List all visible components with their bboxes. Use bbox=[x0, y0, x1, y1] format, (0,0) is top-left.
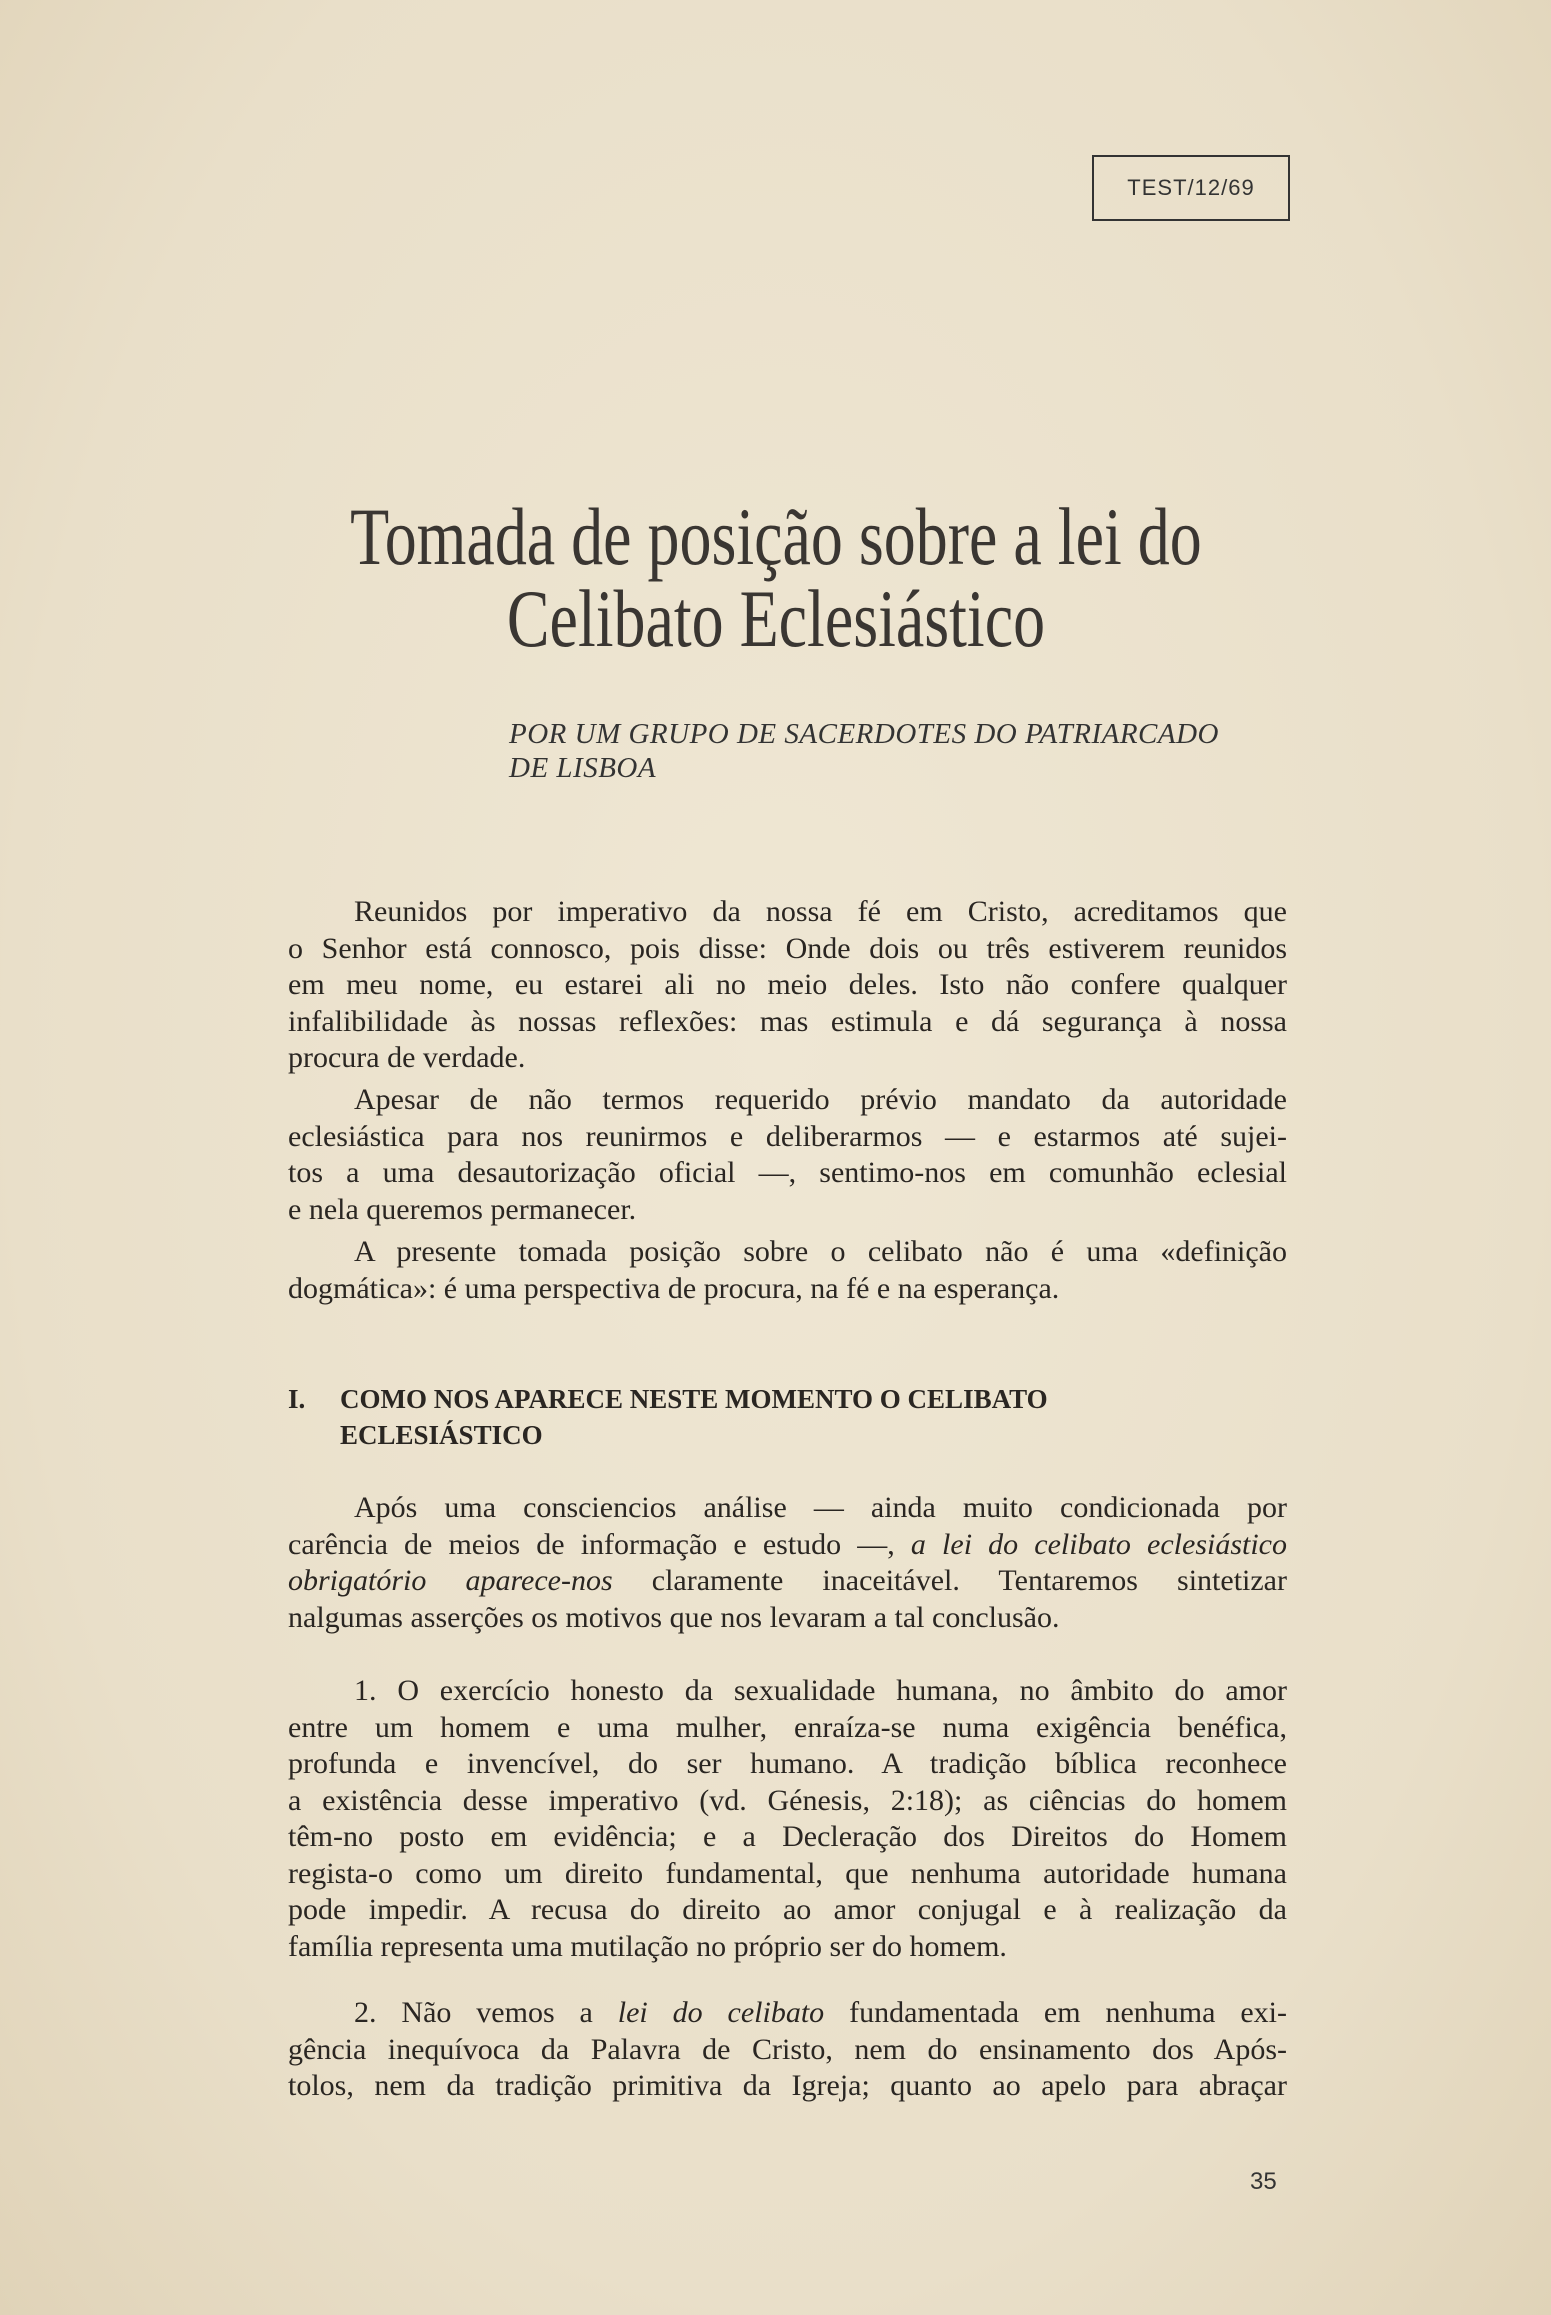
text: procura de verdade. bbox=[288, 1041, 526, 1074]
text-line bbox=[288, 967, 1287, 1004]
byline-2: DE LISBOA bbox=[509, 752, 657, 784]
italic-text: obrigatório aparece-nos bbox=[288, 1564, 613, 1597]
section-title-2: ECLESIÁSTICO bbox=[340, 1420, 543, 1450]
title-text-2: Celibato Eclesiástico bbox=[506, 573, 1045, 664]
page-number: 35 bbox=[1250, 2168, 1277, 2195]
text-line bbox=[288, 1192, 1287, 1229]
text-line bbox=[288, 1271, 1287, 1308]
title-line-2 bbox=[0, 572, 1551, 666]
text: Reunidos por imperativo da nossa fé em Cristo, acreditamos que bbox=[354, 895, 1287, 928]
text: tos a uma desautorização oficial —, sentimo-nos em comunhão eclesial bbox=[288, 1156, 1287, 1189]
text: pode impedir. A recusa do direito ao amor conjugal e à realização da bbox=[288, 1893, 1287, 1926]
text-line bbox=[288, 2032, 1287, 2069]
text-line bbox=[288, 1004, 1287, 1041]
intro-para-3 bbox=[288, 1234, 1287, 1307]
text-line bbox=[288, 1673, 1287, 1710]
text-line bbox=[288, 1600, 1287, 1637]
section-number: I. bbox=[288, 1384, 306, 1414]
text: têm-no posto em evidência; e a Decleração dos Direitos do Homem bbox=[288, 1820, 1287, 1853]
text-line bbox=[288, 1527, 1287, 1564]
section-title-1: COMO NOS APARECE NESTE MOMENTO O CELIBATO bbox=[340, 1384, 1048, 1414]
text-line bbox=[288, 1892, 1287, 1929]
text-line bbox=[288, 1155, 1287, 1192]
text: Apesar de não termos requerido prévio mandato da autoridade bbox=[354, 1083, 1287, 1116]
title-text-1: Tomada de posição sobre a lei do bbox=[349, 491, 1202, 582]
text: e nela queremos permanecer. bbox=[288, 1192, 637, 1226]
text-line bbox=[288, 1995, 1287, 2032]
text: a existência desse imperativo (vd. Génesis, 2:18); as ciências do homem bbox=[288, 1783, 1287, 1817]
text: regista-o como um direito fundamental, que nenhuma autoridade humana bbox=[288, 1856, 1287, 1890]
text-line bbox=[288, 1746, 1287, 1783]
text: fundamentada em nenhuma exi- bbox=[824, 1996, 1287, 2029]
text: gência inequívoca da Palavra de Cristo, nem do ensinamento dos Após- bbox=[288, 2032, 1287, 2066]
text: 1. O exercício honesto da sexualidade humana, no âmbito do amor bbox=[354, 1674, 1287, 1707]
text-line bbox=[288, 1929, 1287, 1966]
italic-text: a lei do celibato eclesiástico bbox=[910, 1527, 1287, 1561]
title-line-1 bbox=[0, 490, 1551, 584]
text-line bbox=[288, 894, 1287, 931]
intro-para-2 bbox=[288, 1082, 1287, 1228]
text: o Senhor está connosco, pois disse: Onde dois ou três estiverem reunidos bbox=[288, 931, 1287, 965]
text-line bbox=[288, 1856, 1287, 1893]
text: infalibilidade às nossas reflexões: mas estimula e dá segurança à nossa bbox=[288, 1004, 1287, 1038]
text: dogmática»: é uma perspectiva de procura, na fé e na esperança. bbox=[288, 1271, 1060, 1305]
section-para-1 bbox=[288, 1490, 1287, 1636]
text: em meu nome, eu estarei ali no meio deles. Isto não confere qualquer bbox=[288, 968, 1287, 1001]
section-para-2 bbox=[288, 1673, 1287, 1965]
text: profunda e invencível, do ser humano. A tradição bíblica reconhece bbox=[288, 1747, 1287, 1780]
byline-1: POR UM GRUPO DE SACERDOTES DO PATRIARCADO bbox=[509, 718, 1219, 750]
text: tolos, nem da tradição primitiva da Igreja; quanto ao apelo para abraçar bbox=[288, 2069, 1287, 2102]
text: claramente inaceitável. Tentaremos sintetizar bbox=[612, 1564, 1287, 1597]
reference-code: TEST/12/69 bbox=[1127, 175, 1255, 200]
italic-text: lei do celibato bbox=[617, 1996, 825, 2029]
text-line bbox=[288, 1563, 1287, 1600]
text-line bbox=[288, 1490, 1287, 1527]
reference-box bbox=[1092, 155, 1290, 221]
text-line bbox=[288, 1234, 1287, 1271]
text-line bbox=[288, 1040, 1287, 1077]
text: carência de meios de informação e estudo —, bbox=[288, 1527, 911, 1561]
text-line bbox=[288, 1119, 1287, 1156]
text: A presente tomada posição sobre o celibato não é uma «definição bbox=[354, 1235, 1287, 1268]
text: Após uma consciencios análise — ainda muito condicionada por bbox=[354, 1491, 1287, 1524]
text: entre um homem e uma mulher, enraíza-se numa exigência benéfica, bbox=[288, 1710, 1287, 1744]
intro-para-1 bbox=[288, 894, 1287, 1077]
text-line bbox=[288, 1710, 1287, 1747]
text: família representa uma mutilação no próprio ser do homem. bbox=[288, 1929, 1007, 1963]
text-line bbox=[288, 1819, 1287, 1856]
text-line bbox=[288, 1082, 1287, 1119]
text: eclesiástica para nos reunirmos e deliberarmos — e estarmos até sujei- bbox=[288, 1119, 1287, 1153]
text: 2. Não vemos a bbox=[354, 1996, 618, 2029]
text: nalgumas asserções os motivos que nos levaram a tal conclusão. bbox=[288, 1600, 1060, 1634]
text-line bbox=[288, 931, 1287, 968]
text-line bbox=[288, 1783, 1287, 1820]
text-line bbox=[288, 2068, 1287, 2105]
section-para-3 bbox=[288, 1995, 1287, 2105]
